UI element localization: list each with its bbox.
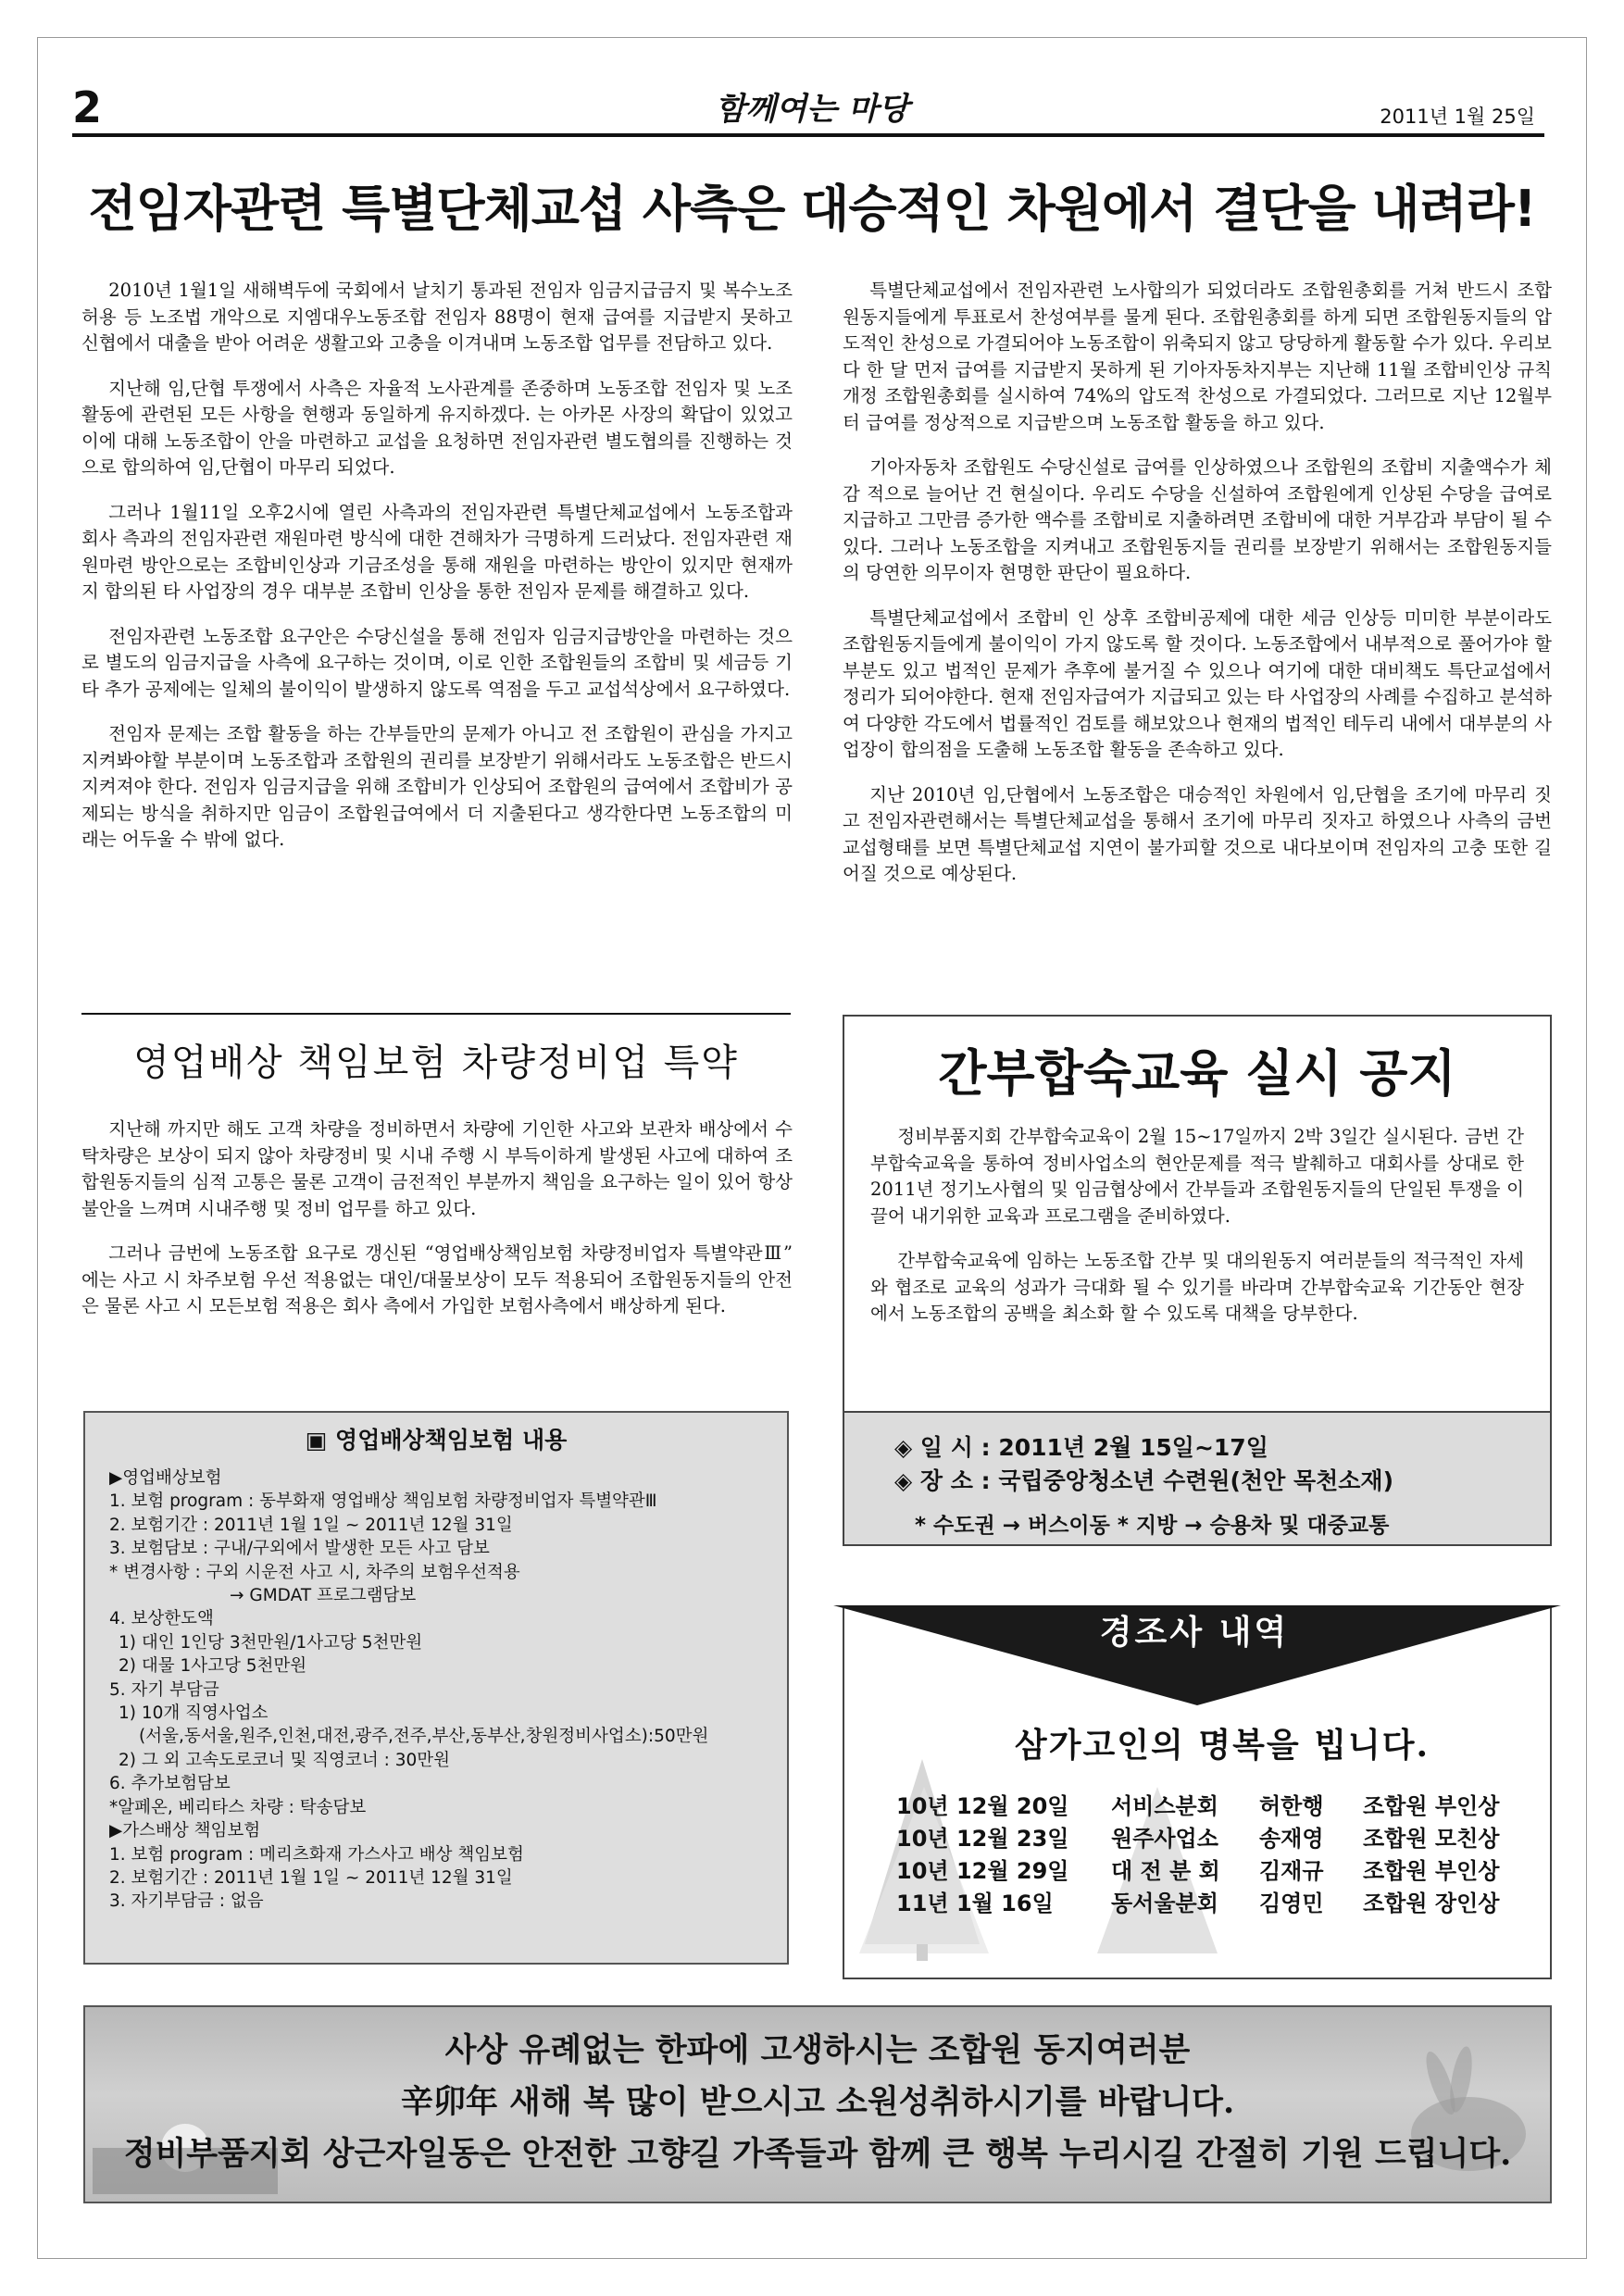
list-item: 2. 보험기간 : 2011년 1월 1일 ~ 2011년 12월 31일 [109, 1867, 513, 1888]
paragraph: 전임자 문제는 조합 활동을 하는 간부들만의 문제가 아니고 전 조합원이 관심을 가지고 지켜봐야할 부분이며 노동조합과 조합원의 권리를 보장받기 위해서라도 노동조합은 반드시 지켜져야 한다. 전임자 임금지급을 위해 조합비가 인상되어 조합원의 급여에서 조합비가 공제되는 방식을 취하지만 임금이 조합원급여에서 더 지출된다고 생각한다면 노동조합의 미래는 어두울 수 밖에 없다. [81, 723, 793, 850]
insurance-article-title: 영업배상 책임보험 차량정비업 특약 [133, 1042, 739, 1084]
main-article-right-column [843, 278, 1552, 906]
notice-place: ◈ 장 소 : 국립중앙청소년 수련원(천안 목천소재) [894, 1467, 1393, 1494]
main-article-left-column [81, 278, 793, 872]
insurance-article-body [81, 1117, 793, 1339]
list-item: 10년 12월 23일 원주사업소 송재영 조합원 모친상 [896, 1826, 1500, 1852]
paragraph: 그러나 1월11일 오후2시에 열린 사측과의 전임자관련 특별단체교섭에서 노동조합과 회사 측과의 전임자관련 재원마련 방식에 대한 견해차가 극명하게 드러났다. 전임자관련 재원마련 방안으로는 조합비인상과 기금조성을 통해 재원을 마련하는 방안이 있지만 현재까지 합의된 타 사업장의 경우 대부분 조합비 인상을 통한 전임자 문제를 해결하고 있다. [81, 501, 793, 602]
notice-title: 간부합숙교육 실시 공지 [938, 1044, 1456, 1103]
paragraph: 기아자동차 조합원도 수당신설로 급여를 인상하였으나 조합원의 조합비 지출액수가 체감 적으로 늘어난 건 현실이다. 우리도 수당을 신설하여 조합원에게 인상된 수당을 급여로 지급하고 그만큼 증가한 액수를 조합비로 지출하려면 조합비에 대한 거부감과 부담이 될 수 있다. 그러나 노동조합을 지켜내고 조합원동지들 권리를 보장받기 위해서는 조합원동지들의 당연한 의무이자 현명한 판단이 필요하다. [843, 456, 1552, 583]
issue-date: 2011년 1월 25일 [1380, 106, 1535, 128]
condolence-banner-title: 경조사 내역 [1099, 1614, 1290, 1652]
paragraph: 특별단체교섭에서 조합비 인 상후 조합비공제에 대한 세금 인상등 미미한 부분이라도 조합원동지들에게 불이익이 가지 않도록 할 것이다. 노동조합에서 내부적으로 풀어가야 할부분도 있고 법적인 문제가 추후에 불거질 수 있으나 여기에 대한 대비책도 특단교섭에서 정리가 되어야한다. 현재 전임자급여가 지급되고 있는 타 사업장의 사례를 수집하고 분석하여 다양한 각도에서 법률적인 검토를 해보았으나 현재의 법적인 테두리 내에서 대부분의 사업장이 합의점을 도출해 노동조합 활동을 존속하고 있다. [843, 606, 1552, 760]
paragraph: 정비부품지회 간부합숙교육이 2월 15~17일까지 2박 3일간 실시된다. 금번 간부합숙교육을 통하여 정비사업소의 현안문제를 적극 발췌하고 대회사를 상대로 한 2011년 정기노사협의 및 임금협상에서 간부들과 조합원동지들의 단일된 투쟁을 이끌어 내기위한 교육과 프로그램을 준비하였다. [870, 1126, 1524, 1227]
list-item: 2. 보험기간 : 2011년 1월 1일 ~ 2011년 12월 31일 [109, 1515, 513, 1535]
insurance-box-title: ▣ 영업배상책임보험 내용 [305, 1427, 568, 1454]
list-item: 10년 12월 20일 서비스분회 허한행 조합원 부인상 [896, 1793, 1500, 1819]
paragraph: 지난해 임,단협 투쟁에서 사측은 자율적 노사관계를 존중하며 노동조합 전임자 및 노조활동에 관련된 모든 사항을 현행과 동일하게 유지하겠다. 는 아카몬 사장의 확답이 있었고 이에 대해 노동조합이 안을 마련하고 교섭을 요청하면 전임자관련 별도협의를 진행하는 것으로 합의하여 임,단협이 마무리 되었다. [81, 377, 793, 478]
paragraph: 지난해 까지만 해도 고객 차량을 정비하면서 차량에 기인한 사고와 보관차 배상에서 수탁차량은 보상이 되지 않아 차량정비 및 시내 주행 시 부득이하게 발생된 사고에 대하여 조합원동지들의 심적 고통은 물론 고객이 금전적인 부분까지 책임을 요구하는 일이 있어 항상 불안을 느껴며 시내주행 및 정비 업무를 하고 있다. [81, 1118, 793, 1219]
list-item: → GMDAT 프로그램담보 [230, 1586, 417, 1606]
notice-schedule: ◈ 일 시 : 2011년 2월 15일~17일 [894, 1434, 1268, 1461]
paragraph: 간부합숙교육에 임하는 노동조합 간부 및 대의원동지 여러분들의 적극적인 자세와 협조로 교육의 성과가 극대화 될 수 있기를 바라며 간부합숙교육 기간동안 현장에서 노동조합의 공백을 최소화 할 수 있도록 대책을 당부한다. [870, 1250, 1524, 1324]
section-title: 함께여는 마당 [715, 91, 909, 128]
paragraph: 전임자관련 노동조합 요구안은 수당신설을 통해 전임자 임금지급방안을 마련하는 것으로 별도의 임금지급을 사측에 요구하는 것이며, 이로 인한 조합원들의 조합비 및 세금등 기타 추가 공제에는 일체의 불이익이 발생하지 않도록 역점을 두고 교섭석상에서 요구하였다. [81, 625, 793, 700]
list-item: * 변경사항 : 구외 시운전 사고 시, 차주의 보험우선적용 [109, 1562, 520, 1582]
condolence-list [896, 1791, 1500, 1920]
list-item: 1) 대인 1인당 3천만원/1사고당 5천만원 [119, 1632, 423, 1653]
list-item: 1. 보험 program : 동부화재 영업배상 책임보험 차량정비업자 특별약관Ⅲ [109, 1491, 657, 1512]
paragraph: 지난 2010년 임,단협에서 노동조합은 대승적인 차원에서 임,단협을 조기에 마무리 짓고 전임자관련해서는 특별단체교섭을 통해서 조기에 마무리 짓자고 하였으나 사측의 금번 교섭형태를 보면 특별단체교섭 지연이 불가피할 것으로 내다보이며 전임자의 고충 또한 길어질 것으로 예상된다. [843, 783, 1552, 884]
list-item: 10년 12월 29일 대 전 분 회 김재규 조합원 부인상 [896, 1858, 1500, 1884]
list-item: 1. 보험 program : 메리츠화재 가스사고 배상 책임보험 [109, 1844, 524, 1865]
section-divider [81, 1013, 791, 1015]
list-item: ▶영업배상보험 [109, 1468, 222, 1488]
list-item: 11년 1월 16일 동서울분회 김영민 조합원 장인상 [896, 1890, 1500, 1916]
paragraph: 그러나 금번에 노동조합 요구로 갱신된 “영업배상책임보험 차량정비업자 특별약관Ⅲ” 에는 사고 시 차주보험 우선 적용없는 대인/대물보상이 모두 적용되어 조합원동지들의 안전은 물론 사고 시 모든보험 적용은 회사 측에서 가입한 보험사측에서 배상하게 된다. [81, 1242, 793, 1316]
condolence-heading: 삼가고인의 명복을 빕니다. [1014, 1726, 1430, 1765]
list-item: 5. 자기 부담금 [109, 1679, 219, 1700]
greeting-line: 辛卯年 새해 복 많이 받으시고 소원성취하시기를 바랍니다. [400, 2083, 1235, 2121]
list-item: 3. 보험담보 : 구내/구외에서 발생한 모든 사고 담보 [109, 1539, 490, 1559]
list-item: (서울,동서울,원주,인천,대전,광주,전주,부산,동부산,창원정비사업소):50만원 [139, 1727, 709, 1747]
notice-transport: * 수도권 → 버스이동 * 지방 → 승용차 및 대중교통 [915, 1514, 1390, 1538]
main-headline: 전임자관련 특별단체교섭 사측은 대승적인 차원에서 결단을 내려라! [88, 180, 1536, 238]
insurance-details-list [109, 1466, 781, 1914]
notice-body [870, 1124, 1524, 1346]
list-item: 6. 추가보험담보 [109, 1774, 231, 1794]
greeting-line: 사상 유례없는 한파에 고생하시는 조합원 동지여러분 [444, 2031, 1191, 2069]
list-item: 1) 10개 직영사업소 [119, 1703, 269, 1724]
page-number: 2 [72, 82, 103, 132]
list-item: 2) 그 외 고속도로코너 및 직영코너 : 30만원 [119, 1750, 450, 1770]
list-item: ▶가스배상 책임보험 [109, 1821, 261, 1841]
greeting-line: 정비부품지회 상근자일동은 안전한 고향길 가족들과 함께 큰 행복 누리시길 간절히 기원 드립니다. [123, 2135, 1512, 2173]
paragraph: 2010년 1월1일 새해벽두에 국회에서 날치기 통과된 전임자 임금지급금지 및 복수노조허용 등 노조법 개악으로 지엠대우노동조합 전임자 88명이 현재 급여를 지급받지 못하고 신협에서 대출을 받아 어려운 생활고와 고충을 이겨내며 노동조합 업무를 전담하고 있다. [81, 280, 793, 354]
list-item: 4. 보상한도액 [109, 1609, 214, 1629]
paragraph: 특별단체교섭에서 전임자관련 노사합의가 되었더라도 조합원총회를 거쳐 반드시 조합원동지들에게 투표로서 찬성여부를 물게 된다. 조합원총회를 하게 되면 조합원동지들의 압도적인 찬성으로 가결되어야 노동조합이 위축되지 않고 당당하게 활동할 수가 있다. 우리보다 한 달 먼저 급여를 지급받지 못하게 된 기아자동차지부는 지난해 11월 조합비인상 규칙개정 조합원총회를 실시하여 74%의 압도적 찬성으로 가결되었다. 그러므로 지난 12월부터 급여를 정상적으로 지급받으며 노동조합 활동을 하고 있다. [843, 280, 1552, 433]
list-item: *알페온, 베리타스 차량 : 탁송담보 [109, 1797, 367, 1817]
list-item: 3. 자기부담금 : 없음 [109, 1891, 264, 1912]
list-item: 2) 대물 1사고당 5천만원 [119, 1656, 307, 1677]
header-rule [72, 133, 1544, 137]
